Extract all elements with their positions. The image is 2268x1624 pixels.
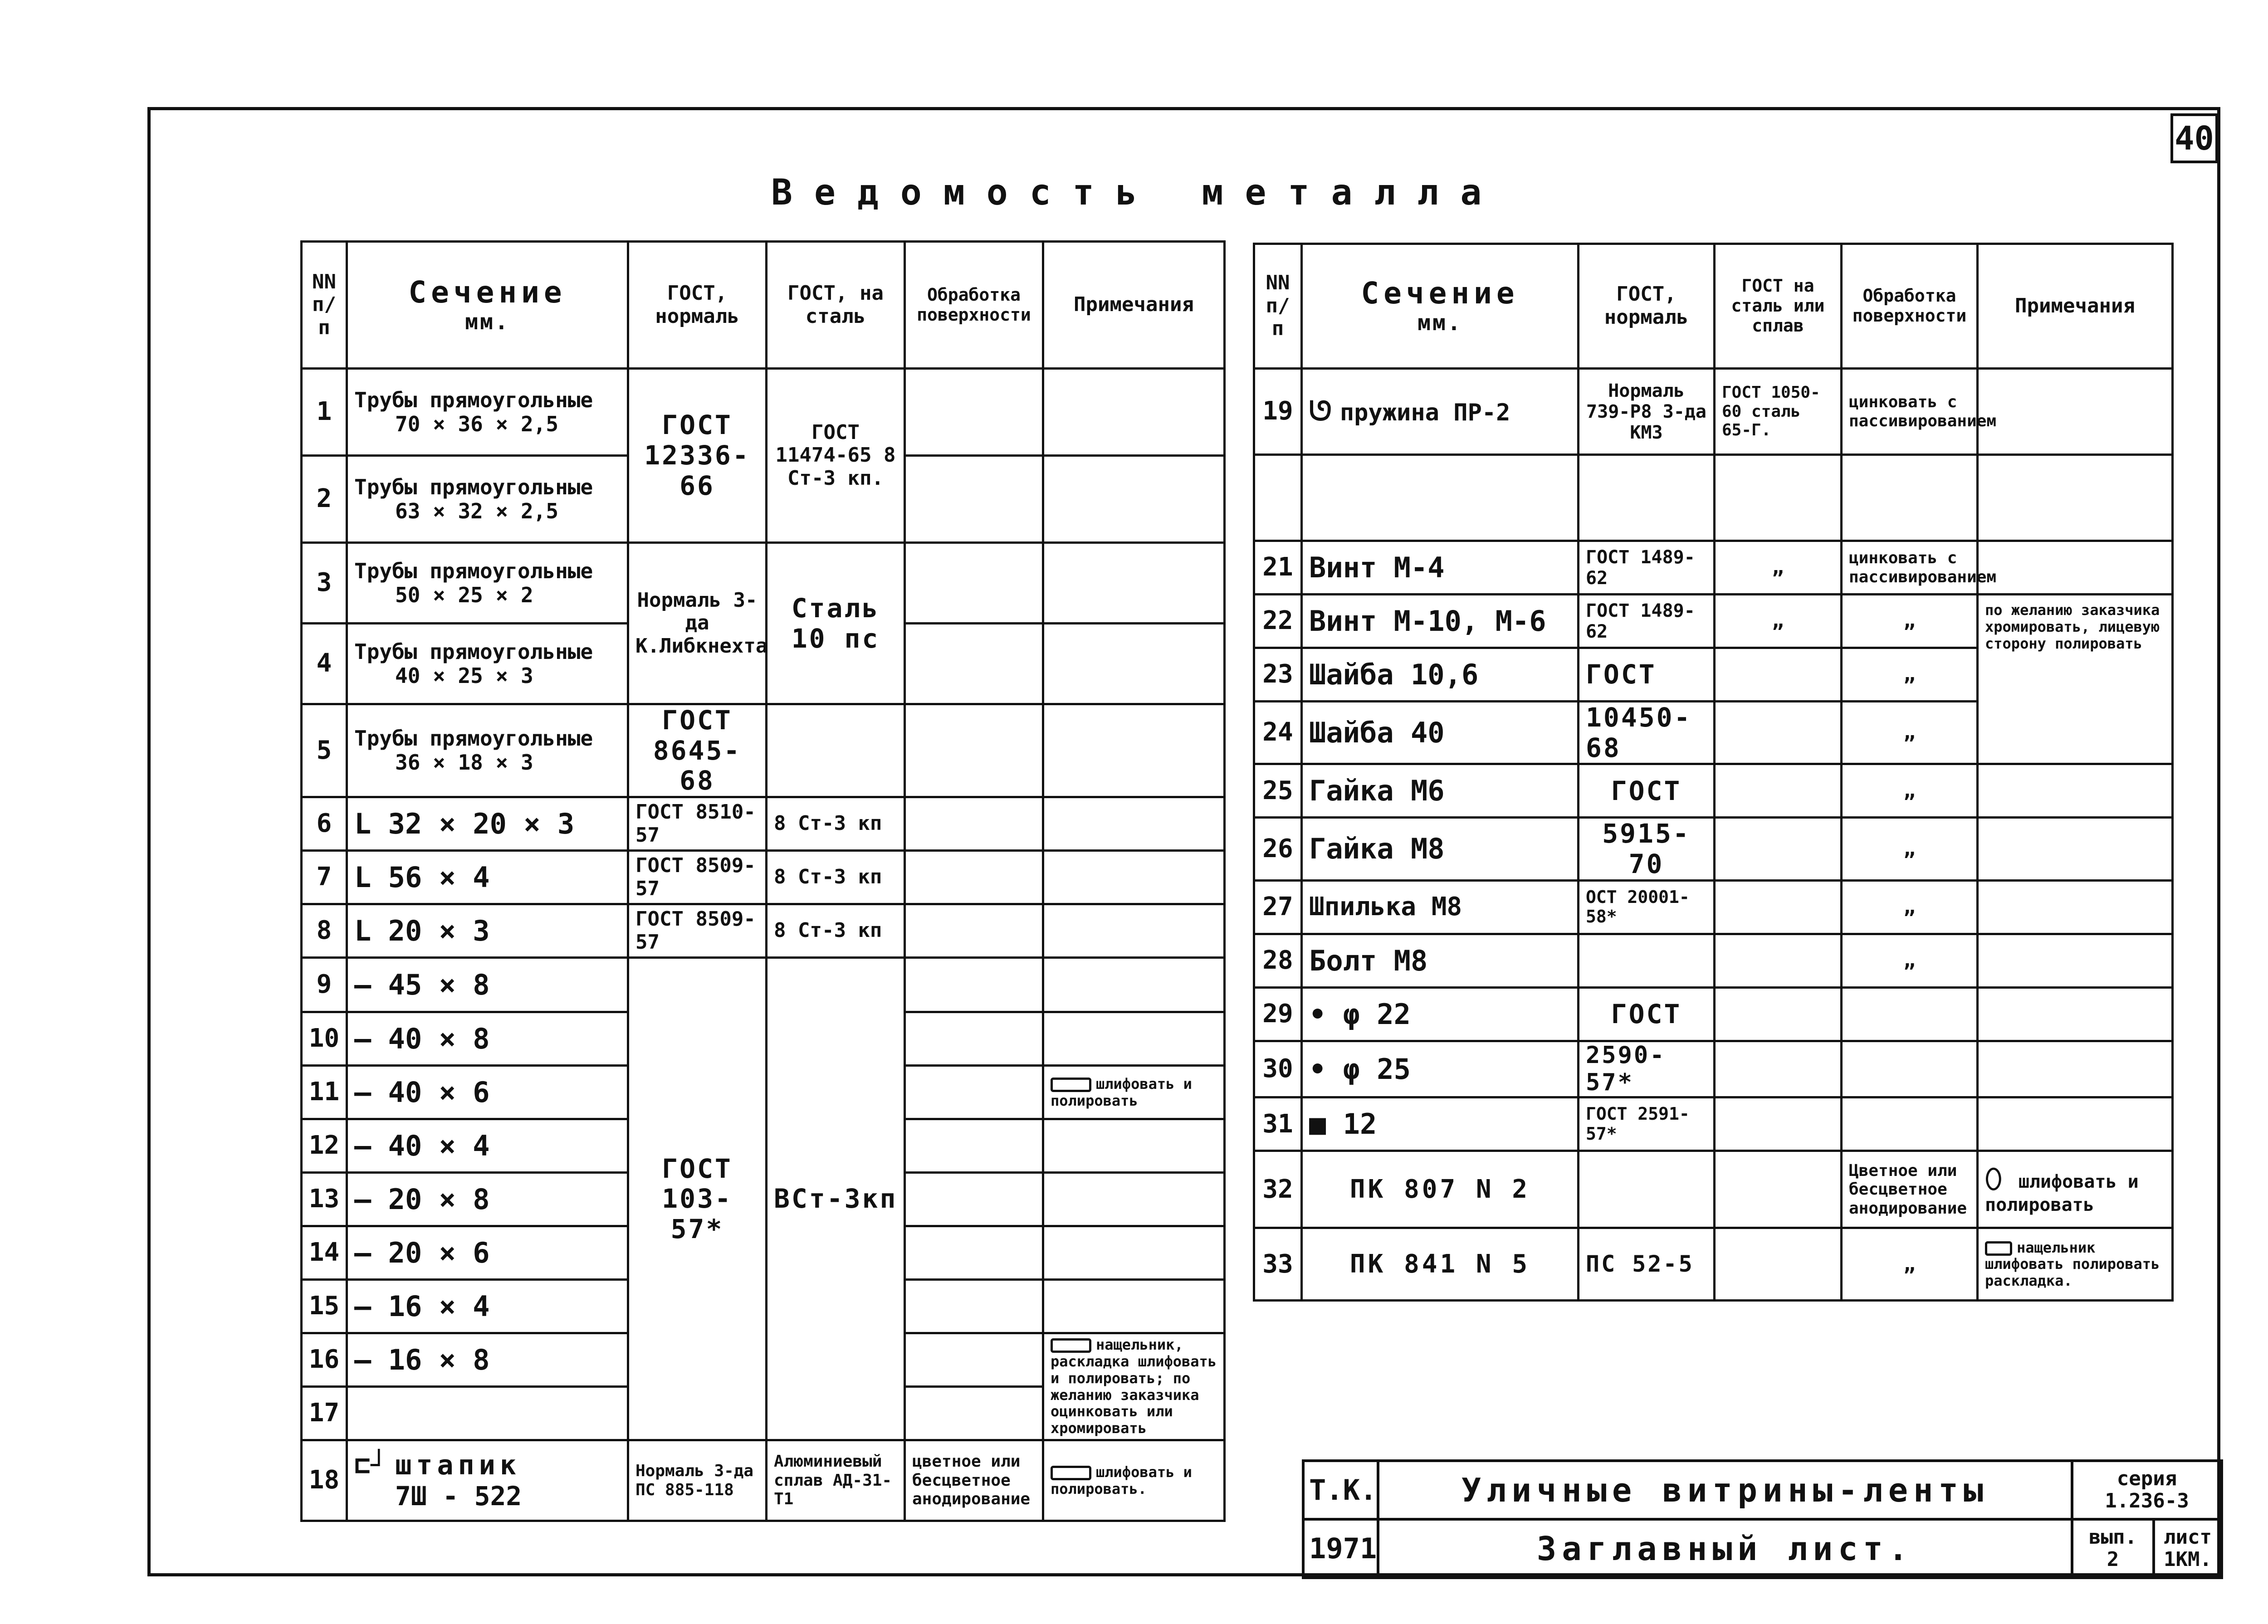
row-number: 7 <box>302 851 347 904</box>
row-number: 4 <box>302 624 347 704</box>
gost-cell: ОСТ 20001-58* <box>1579 880 1715 934</box>
surface-cell: „ <box>1842 595 1978 648</box>
row-number: 10 <box>302 1012 347 1066</box>
spring-icon: ᘎ <box>1309 395 1332 427</box>
profile-icon <box>1051 1338 1091 1353</box>
section-cell: Трубы прямоугольные 70 × 36 × 2,5 <box>347 369 628 456</box>
row-number: 6 <box>302 797 347 851</box>
drop-profile-icon: ⬯ <box>1985 1163 2019 1195</box>
steel-group-3: Сталь 10 пс <box>767 543 905 704</box>
gost-cell: ГОСТ 2591-57* <box>1579 1097 1715 1151</box>
row-number: 12 <box>302 1119 347 1173</box>
header-surface: Обработка поверхности <box>1842 244 1978 369</box>
section-cell: ■ 12 <box>1302 1097 1579 1151</box>
gost-cell: ГОСТ 1489-62 <box>1579 595 1715 648</box>
row-number: 31 <box>1254 1097 1302 1151</box>
surface-cell <box>1842 1041 1978 1097</box>
notes-cell <box>1978 934 2173 987</box>
notes-cell: по желанию заказчика хромировать, лицевую сторону полировать <box>1978 595 2173 764</box>
notes-cell <box>1978 1097 2173 1151</box>
gost-cell: Нормаль 3-да ПС 885-118 <box>628 1440 767 1521</box>
notes-cell <box>1043 369 1225 456</box>
steel-cell <box>1715 1151 1842 1228</box>
surface-cell: „ <box>1842 702 1978 764</box>
section-cell: L 20 × 3 <box>347 904 628 958</box>
header-section: Сечение мм. <box>1302 244 1579 369</box>
surface-cell <box>905 904 1043 958</box>
notes-cell <box>1978 987 2173 1041</box>
gost-cell: ГОСТ <box>1579 987 1715 1041</box>
surface-cell: „ <box>1842 1228 1978 1301</box>
surface-cell: Цветное или бесцветное анодирование <box>1842 1151 1978 1228</box>
row-number: 3 <box>302 543 347 624</box>
section-cell: Болт М8 <box>1302 934 1579 987</box>
notes-cell: шлифовать и полировать <box>1043 1066 1225 1119</box>
row-number: 32 <box>1254 1151 1302 1228</box>
surface-cell <box>905 851 1043 904</box>
gost-cell: Нормаль 739-Р8 3-да КМЗ <box>1579 369 1715 455</box>
issue-cell: вып. 2 <box>2072 1519 2154 1578</box>
header-gost-norm: ГОСТ, нормаль <box>1579 244 1715 369</box>
surface-cell <box>1842 987 1978 1041</box>
gost-cell: 5915-70 <box>1579 818 1715 880</box>
steel-cell <box>1715 880 1842 934</box>
notes-cell <box>1043 851 1225 904</box>
sheet-title: Заглавный лист. <box>1378 1519 2072 1578</box>
steel-cell: Алюминиевый сплав АД-31-Т1 <box>767 1440 905 1521</box>
header-notes: Примечания <box>1978 244 2173 369</box>
header-gost-steel: ГОСТ, на сталь <box>767 242 905 369</box>
notes-cell <box>1978 880 2173 934</box>
notes-cell: шлифовать и полировать. <box>1043 1440 1225 1521</box>
row-number: 28 <box>1254 934 1302 987</box>
steel-cell <box>1715 455 1842 541</box>
surface-cell: „ <box>1842 880 1978 934</box>
section-cell: Гайка М6 <box>1302 764 1579 818</box>
notes-cell <box>1043 904 1225 958</box>
section-cell: Шайба 10,6 <box>1302 648 1579 702</box>
surface-cell <box>905 624 1043 704</box>
notes-cell <box>1043 1119 1225 1173</box>
gost-cell: ГОСТ 8509-57 <box>628 851 767 904</box>
notes-cell <box>1043 797 1225 851</box>
steel-cell <box>767 704 905 797</box>
header-notes: Примечания <box>1043 242 1225 369</box>
row-number: 16 <box>302 1333 347 1387</box>
notes-cell <box>1978 455 2173 541</box>
title-block <box>1302 1459 2223 1579</box>
surface-cell <box>905 1387 1043 1440</box>
section-cell: L 56 × 4 <box>347 851 628 904</box>
surface-cell <box>905 797 1043 851</box>
surface-cell <box>905 543 1043 624</box>
header-gost-norm: ГОСТ, нормаль <box>628 242 767 369</box>
steel-cell: 8 Ст-3 кп <box>767 851 905 904</box>
row-number: 11 <box>302 1066 347 1119</box>
project-title: Уличные витрины-ленты <box>1378 1461 2072 1519</box>
notes-cell <box>1043 1226 1225 1280</box>
surface-cell <box>905 1119 1043 1173</box>
notes-cell <box>1978 541 2173 595</box>
notes-cell <box>1043 456 1225 543</box>
section-cell: – 20 × 8 <box>347 1173 628 1226</box>
header-surface: Обработка поверхности <box>905 242 1043 369</box>
gost-cell <box>1579 934 1715 987</box>
surface-cell: цветное или бесцветное анодирование <box>905 1440 1043 1521</box>
surface-cell <box>905 1333 1043 1387</box>
section-cell: – 16 × 4 <box>347 1280 628 1333</box>
row-number <box>1254 455 1302 541</box>
notes-cell <box>1978 764 2173 818</box>
steel-cell: „ <box>1715 541 1842 595</box>
steel-cell <box>1715 934 1842 987</box>
section-cell: – 40 × 4 <box>347 1119 628 1173</box>
section-cell: Гайка М8 <box>1302 818 1579 880</box>
section-cell <box>347 1387 628 1440</box>
gost-cell: ГОСТ 1489-62 <box>1579 541 1715 595</box>
notes-cell: нащельник шлифовать полировать раскладка. <box>1978 1228 2173 1301</box>
notes-cell <box>1043 958 1225 1012</box>
profile-icon <box>1051 1466 1091 1480</box>
steel-cell <box>1715 818 1842 880</box>
row-number: 24 <box>1254 702 1302 764</box>
gost-cell: ПС 52-5 <box>1579 1228 1715 1301</box>
gost-cell <box>1579 455 1715 541</box>
row-number: 2 <box>302 456 347 543</box>
steel-cell <box>1715 1228 1842 1301</box>
row-number: 1 <box>302 369 347 456</box>
steel-cell <box>1715 987 1842 1041</box>
steel-cell <box>1715 764 1842 818</box>
surface-cell: „ <box>1842 648 1978 702</box>
document-title: Ведомость металла <box>771 172 1504 213</box>
section-cell: – 20 × 6 <box>347 1226 628 1280</box>
section-cell: Трубы прямоугольные 40 × 25 × 3 <box>347 624 628 704</box>
surface-cell <box>905 1173 1043 1226</box>
section-cell: – 16 × 8 <box>347 1333 628 1387</box>
surface-cell: цинковать с пассивированием <box>1842 541 1978 595</box>
series-cell: серия 1.236-3 <box>2072 1461 2222 1519</box>
steel-cell: „ <box>1715 595 1842 648</box>
gost-group-3: Нормаль 3-да К.Либкнехта <box>628 543 767 704</box>
year-cell: 1971 <box>1303 1519 1378 1578</box>
steel-group-1: ГОСТ 11474-65 8 Ст-3 кп. <box>767 369 905 543</box>
surface-cell: „ <box>1842 764 1978 818</box>
section-cell: Шпилька М8 <box>1302 880 1579 934</box>
notes-cell <box>1043 704 1225 797</box>
surface-cell <box>905 958 1043 1012</box>
gost-cell: 2590-57* <box>1579 1041 1715 1097</box>
section-cell: • φ 25 <box>1302 1041 1579 1097</box>
notes-cell <box>1043 543 1225 624</box>
surface-cell <box>905 1280 1043 1333</box>
section-cell: L 32 × 20 × 3 <box>347 797 628 851</box>
gost-group-9: ГОСТ 103-57* <box>628 958 767 1440</box>
row-number: 25 <box>1254 764 1302 818</box>
header-num: NN п/п <box>1254 244 1302 369</box>
row-number: 22 <box>1254 595 1302 648</box>
steel-cell: 8 Ст-3 кп <box>767 797 905 851</box>
row-number: 27 <box>1254 880 1302 934</box>
row-number: 18 <box>302 1440 347 1521</box>
row-number: 15 <box>302 1280 347 1333</box>
profile-icon <box>1051 1078 1091 1092</box>
section-cell <box>1302 455 1579 541</box>
header-num: NN п/п <box>302 242 347 369</box>
surface-cell <box>905 1012 1043 1066</box>
row-number: 19 <box>1254 369 1302 455</box>
section-cell: Шайба 40 <box>1302 702 1579 764</box>
gost-cell: 10450-68 <box>1579 702 1715 764</box>
section-cell: – 45 × 8 <box>347 958 628 1012</box>
row-number: 17 <box>302 1387 347 1440</box>
notes-cell <box>1978 1041 2173 1097</box>
header-section: Сечение мм. <box>347 242 628 369</box>
row-number: 9 <box>302 958 347 1012</box>
gost-cell: ГОСТ 8509-57 <box>628 904 767 958</box>
row-number: 29 <box>1254 987 1302 1041</box>
notes-cell <box>1043 624 1225 704</box>
surface-cell <box>1842 455 1978 541</box>
surface-cell: цинковать с пассивированием <box>1842 369 1978 455</box>
gost-group-1: ГОСТ 12336-66 <box>628 369 767 543</box>
profile-icon <box>1985 1241 2012 1256</box>
row-number: 8 <box>302 904 347 958</box>
section-cell: Трубы прямоугольные 36 × 18 × 3 <box>347 704 628 797</box>
notes-cell <box>1978 369 2173 455</box>
section-cell: ПК 807 N 2 <box>1302 1151 1579 1228</box>
section-cell: Винт М-10, М-6 <box>1302 595 1579 648</box>
surface-cell <box>905 1226 1043 1280</box>
row-number: 23 <box>1254 648 1302 702</box>
sheet-number: 40 <box>2170 113 2218 163</box>
row-number: 26 <box>1254 818 1302 880</box>
gost-cell: ГОСТ 8510-57 <box>628 797 767 851</box>
row-number: 13 <box>302 1173 347 1226</box>
row-number: 33 <box>1254 1228 1302 1301</box>
steel-cell <box>1715 1097 1842 1151</box>
surface-cell <box>905 369 1043 456</box>
section-cell: Трубы прямоугольные 63 × 32 × 2,5 <box>347 456 628 543</box>
sheet-cell: лист 1КМ. <box>2154 1519 2222 1578</box>
notes-cell <box>1978 818 2173 880</box>
section-cell: Винт М-4 <box>1302 541 1579 595</box>
surface-cell <box>905 704 1043 797</box>
notes-cell: ⬯ шлифовать и полировать <box>1978 1151 2173 1228</box>
surface-cell <box>1842 1097 1978 1151</box>
gost-cell: ГОСТ <box>1579 764 1715 818</box>
notes-cell <box>1043 1012 1225 1066</box>
steel-cell <box>1715 648 1842 702</box>
gost-cell: ГОСТ <box>1579 648 1715 702</box>
surface-cell <box>905 1066 1043 1119</box>
section-cell: • φ 22 <box>1302 987 1579 1041</box>
notes-cell <box>1043 1173 1225 1226</box>
row-number: 14 <box>302 1226 347 1280</box>
section-cell: – 40 × 8 <box>347 1012 628 1066</box>
row-number: 5 <box>302 704 347 797</box>
section-cell: ᘎ пружина ПР-2 <box>1302 369 1579 455</box>
steel-group-9: ВСт-3кп <box>767 958 905 1440</box>
steel-cell: 8 Ст-3 кп <box>767 904 905 958</box>
org-cell: Т.К. <box>1303 1461 1378 1519</box>
shtapik-profile-icon: ⊏┘ <box>354 1449 387 1481</box>
surface-cell: „ <box>1842 934 1978 987</box>
section-cell: – 40 × 6 <box>347 1066 628 1119</box>
notes-cell: нащельник, раскладка шлифовать и полировать; по желанию заказчика оцинковать или хромировать <box>1043 1333 1225 1440</box>
section-cell: ПК 841 N 5 <box>1302 1228 1579 1301</box>
gost-group-5: ГОСТ 8645-68 <box>628 704 767 797</box>
row-number: 30 <box>1254 1041 1302 1097</box>
steel-cell: ГОСТ 1050-60 сталь 65-Г. <box>1715 369 1842 455</box>
section-cell: ⊏┘ штапик 7Ш - 522 <box>347 1440 628 1521</box>
gost-cell <box>1579 1151 1715 1228</box>
right-metal-table <box>1253 243 2174 1302</box>
row-number: 21 <box>1254 541 1302 595</box>
surface-cell: „ <box>1842 818 1978 880</box>
steel-cell <box>1715 702 1842 764</box>
header-gost-steel: ГОСТ на сталь или сплав <box>1715 244 1842 369</box>
left-metal-table <box>300 240 1226 1522</box>
notes-cell <box>1043 1280 1225 1333</box>
section-cell: Трубы прямоугольные 50 × 25 × 2 <box>347 543 628 624</box>
surface-cell <box>905 456 1043 543</box>
steel-cell <box>1715 1041 1842 1097</box>
